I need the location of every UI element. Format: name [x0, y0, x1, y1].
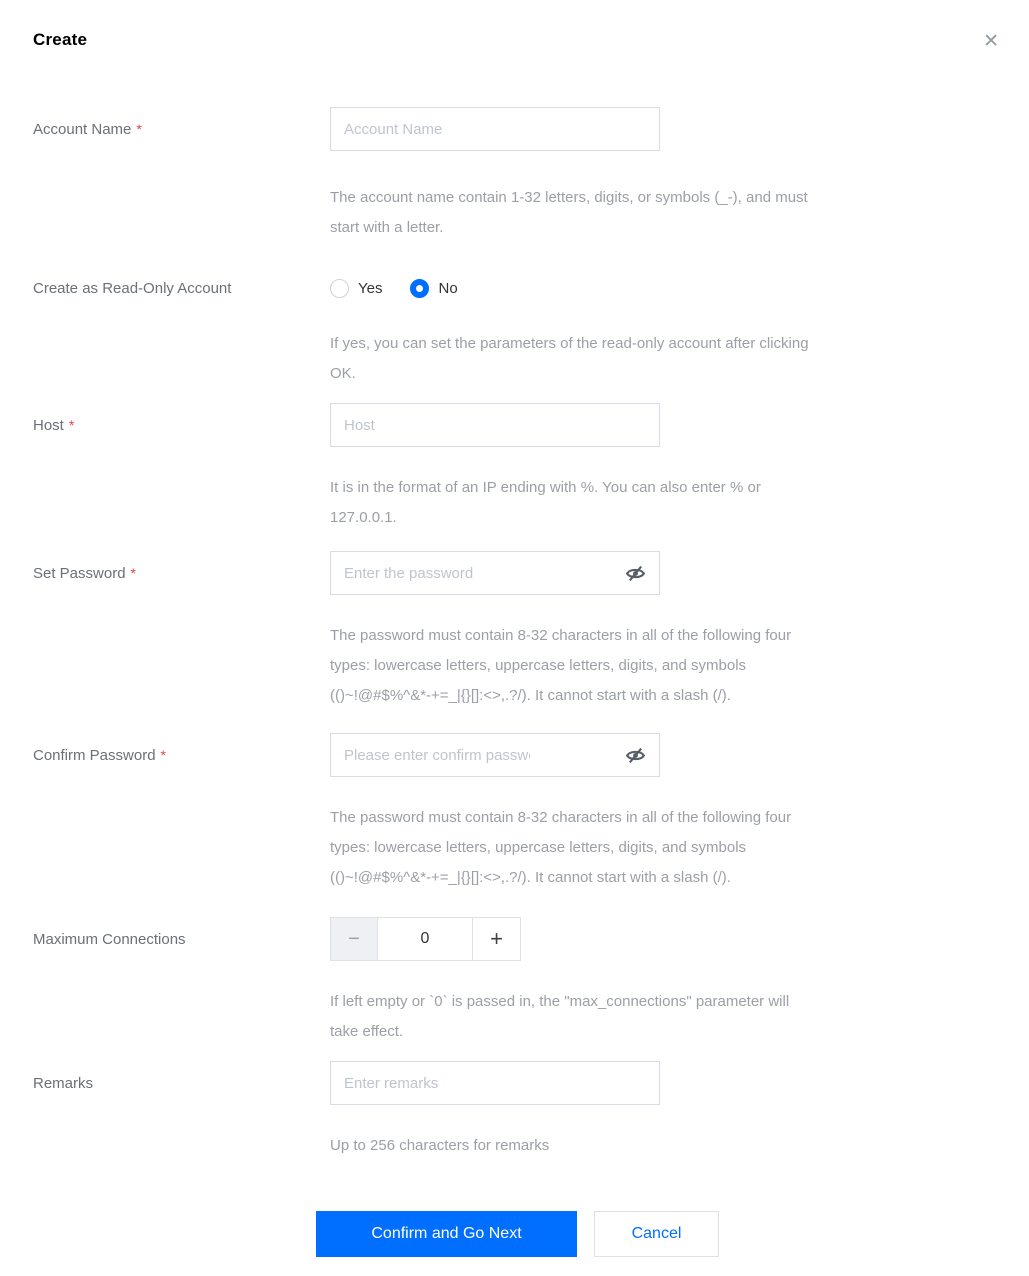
set-password-label-text: Set Password: [33, 564, 126, 582]
required-asterisk: *: [130, 565, 136, 581]
remarks-label: [0, 1061, 330, 1105]
account-name-help: [330, 183, 985, 243]
max-connections-row: [0, 917, 1029, 961]
confirm-password-input-box: [330, 733, 660, 777]
remarks-input[interactable]: [344, 1075, 646, 1092]
required-asterisk: *: [68, 417, 75, 433]
help-line: The password must contain 8-32 characters in all of the following four: [330, 627, 792, 644]
cancel-button[interactable]: Cancel: [594, 1211, 719, 1257]
remarks-row: [0, 1061, 1029, 1105]
help-line: 127.0.0.1.: [330, 509, 397, 526]
account-name-input[interactable]: [344, 121, 646, 138]
max-connections-label: [0, 917, 330, 961]
set-password-input[interactable]: [344, 565, 625, 582]
dialog-footer: [316, 1211, 1029, 1257]
max-connections-label-text: Maximum Connections: [33, 930, 186, 948]
required-asterisk: *: [136, 121, 142, 137]
password-visibility-toggle[interactable]: [625, 747, 646, 764]
remarks-help: [330, 1131, 985, 1161]
help-line: (()~!@#$%^&*-+=_|{}[]:<>,.?/). It cannot start with a slash (/).: [330, 869, 731, 886]
account-name-label-text: Account Name: [33, 120, 132, 138]
read-only-radio-group: [330, 273, 990, 303]
password-visibility-toggle[interactable]: [625, 565, 646, 582]
read-only-label-text: Create as Read-Only Account: [33, 279, 232, 297]
help-line: If yes, you can set the parameters of the read-only account after clicking: [330, 335, 809, 352]
radio-no-label: No: [438, 279, 458, 297]
host-label: [0, 403, 330, 447]
host-help: [330, 473, 985, 533]
help-line: types: lowercase letters, uppercase letters, digits, and symbols: [330, 657, 747, 674]
max-connections-help: [330, 987, 985, 1047]
radio-yes[interactable]: [330, 279, 382, 298]
help-line: (()~!@#$%^&*-+=_|{}[]:<>,.?/). It cannot start with a slash (/).: [330, 687, 731, 704]
remarks-label-text: Remarks: [33, 1074, 94, 1092]
confirm-password-label-text: Confirm Password: [33, 746, 156, 764]
account-name-input-box: [330, 107, 660, 151]
radio-yes-circle-icon[interactable]: [330, 279, 349, 298]
increment-icon[interactable]: +: [473, 917, 521, 961]
eye-slash-icon: [625, 565, 646, 582]
radio-no-circle-icon[interactable]: [410, 279, 429, 298]
help-line: The password must contain 8-32 characters in all of the following four: [330, 809, 792, 826]
host-row: [0, 403, 1029, 447]
help-line: Up to 256 characters for remarks: [330, 1137, 550, 1154]
radio-yes-label: Yes: [358, 279, 383, 297]
set-password-input-box: [330, 551, 660, 595]
radio-no[interactable]: [410, 279, 457, 298]
max-connections-stepper: [330, 917, 990, 961]
remarks-input-box: [330, 1061, 660, 1105]
account-name-row: [0, 107, 1029, 151]
confirm-password-input[interactable]: [344, 747, 530, 764]
confirm-password-row: [0, 733, 1029, 777]
read-only-help: [330, 329, 985, 389]
confirm-password-help: [330, 803, 985, 893]
eye-slash-icon: [625, 747, 646, 764]
dialog-title: Create: [33, 30, 88, 49]
help-line: take effect.: [330, 1023, 404, 1040]
help-line: types: lowercase letters, uppercase letters, digits, and symbols: [330, 839, 747, 856]
decrement-icon[interactable]: −: [330, 917, 378, 961]
confirm-password-label: [0, 733, 330, 777]
set-password-label: [0, 551, 330, 595]
host-input[interactable]: [344, 417, 646, 434]
help-line: start with a letter.: [330, 219, 444, 236]
help-line: If left empty or `0` is passed in, the "max_connections" parameter will: [330, 993, 790, 1010]
set-password-row: [0, 551, 1029, 595]
help-line: It is in the format of an IP ending with %. You can also enter % or: [330, 479, 761, 496]
dialog-header: [0, 0, 1029, 51]
account-name-label: [0, 107, 330, 151]
host-label-text: Host: [33, 416, 64, 434]
max-connections-value[interactable]: 0: [378, 917, 473, 961]
required-asterisk: *: [160, 747, 166, 763]
read-only-row: [0, 273, 1029, 303]
read-only-label: [0, 273, 330, 303]
close-icon[interactable]: ✕: [983, 31, 999, 52]
set-password-help: [330, 621, 985, 711]
help-line: The account name contain 1-32 letters, digits, or symbols (_-), and must: [330, 189, 808, 206]
host-input-box: [330, 403, 660, 447]
help-line: OK.: [330, 365, 356, 382]
confirm-and-go-next-button[interactable]: Confirm and Go Next: [316, 1211, 577, 1257]
